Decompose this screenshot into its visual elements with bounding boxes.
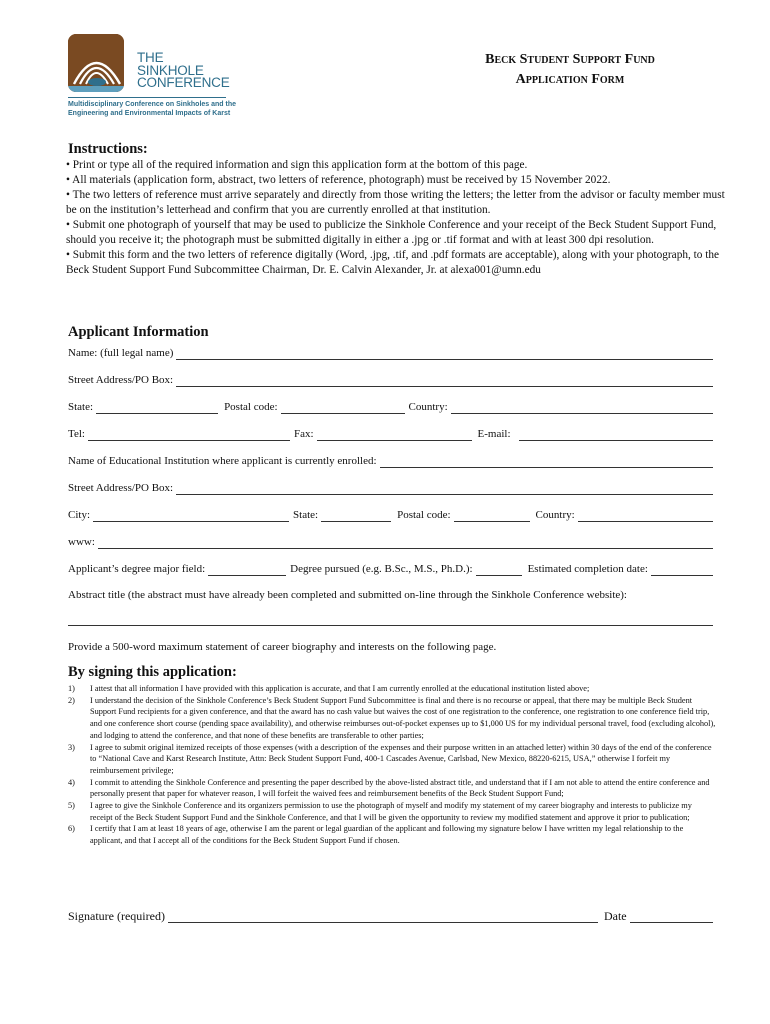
logo-divider [68,97,226,98]
logo-title [137,52,230,90]
form-title [400,50,740,90]
www-field[interactable] [98,537,713,549]
name-field[interactable] [176,348,713,360]
abstract-row [68,588,713,602]
signing-item-number: 1) [68,684,75,693]
instructions-list [66,158,726,278]
signing-item-number: 5) [68,801,75,811]
instruction-item: • The two letters of reference must arrive separately and directly from those writing the letters; the letter from the advisor or faculty member must be on the institution’s letterhead and confirm that you are currently enrolled at that institution. [66,189,725,216]
abstract-field[interactable] [68,625,713,626]
postal2-label: Postal code: [397,509,451,521]
statement-note: Provide a 500-word maximum statement of career biography and interests on the following page. [68,641,497,653]
signing-item-text: I understand the decision of the Sinkhole Conference’s Beck Student Support Fund Subcommittee is final and there is no recourse or appeal, that there may be multiple Beck Student Support Fund recipients for a given conference, and that the award has no cash value but waives the cost of one registration to the conference, one registration to one conference field trip, and one conference short course (pending space availability), and otherwise reimburses out-of-pocket expenses up to $1,000 US for my individual personal travel, food (excluding alcohol), and lodging to attend the conference, and that none of these benefits are transferable to other parties; [90,695,716,740]
inst-street-label: Street Address/PO Box: [68,482,174,494]
sinkhole-conference-logo [68,34,238,126]
city-row [68,508,713,522]
degree-label: Degree pursued (e.g. B.Sc., M.S., Ph.D.): [290,563,473,575]
signing-item-text: I agree to submit original itemized receipts of those expenses (with a description of the expenses and their purpose written in an attached letter) within 30 days of the end of the conference to “National Cave and Karst Research Institute, Attn: Beck Student Support Fund, 400-1 Cascades Avenue, Carlsbad, New Mexico, 88220-6215, USA,” otherwise I forfeit my reimbursement privilege; [90,742,712,775]
email-field[interactable] [519,429,713,441]
tel-label: Tel: [68,428,85,440]
major-field[interactable] [208,564,286,576]
country2-field[interactable] [578,510,713,522]
city-label: City: [68,509,91,521]
logo-title-line: SINKHOLE [137,62,204,78]
fax-field[interactable] [317,429,472,441]
city-field[interactable] [93,510,289,522]
tel-field[interactable] [88,429,290,441]
postal-field[interactable] [281,402,405,414]
postal2-field[interactable] [454,510,530,522]
instruction-item: • Print or type all of the required information and sign this application form at the bottom of this page. [66,159,528,171]
signing-item [68,823,716,846]
signature-label: Signature (required) [68,909,165,923]
instruction-item: • All materials (application form, abstract, two letters of reference, photograph) must be received by 15 November 2022. [66,174,611,186]
signing-item-number: 6) [68,824,75,834]
signing-item [68,683,716,695]
date-label: Date [603,909,627,923]
www-label: www: [68,536,95,548]
completion-field[interactable] [651,564,713,576]
signing-item-number: 2) [68,695,75,705]
logo-title-line: THE [137,50,164,65]
date-field[interactable] [630,911,713,923]
name-row [68,346,713,360]
statement-row [68,640,713,654]
degree-field[interactable] [476,564,522,576]
logo-mark-icon [68,34,124,92]
signing-heading: By signing this application: [68,664,237,680]
email-label: E-mail: [477,428,511,440]
www-row [68,535,713,549]
signing-item [68,742,716,777]
country2-label: Country: [535,509,575,521]
form-title-line1: Beck Student Support Fund [485,52,655,67]
major-label: Applicant’s degree major field: [68,563,206,575]
state-field[interactable] [96,402,218,414]
signing-item-text: I attest that all information I have provided with this application is accurate, and that I am currently enrolled at the educational institution listed above; [90,684,590,693]
name-label: Name: (full legal name) [68,347,174,359]
form-title-line2: Application Form [515,72,625,87]
signature-row [68,909,713,923]
inst-street-field[interactable] [176,483,713,495]
fax-label: Fax: [293,428,314,440]
signing-item-number: 4) [68,777,75,787]
completion-label: Estimated completion date: [527,563,648,575]
instruction-item: • Submit one photograph of yourself that may be used to publicize the Sinkhole Conference and your receipt of the Beck Student Support Fund, should you receive it; the photograph must be submitted digitally in either a .jpg or .tif format and with at least 300 dpi resolution. [66,219,717,246]
signing-list [68,683,716,847]
signing-item-number: 3) [68,742,75,752]
street-label: Street Address/PO Box: [68,374,174,386]
signing-item-text: I certify that I am at least 18 years of age, otherwise I am the parent or legal guardian of the applicant and following my signature below I have written my legal relationship to the applicant, and that I accept all of the conditions for the Beck Student Support Fund if chosen. [90,824,684,846]
signature-field[interactable] [168,911,598,923]
signing-item [68,777,716,800]
street-row [68,373,713,387]
institution-row [68,454,713,468]
institution-field[interactable] [380,456,713,468]
state-label: State: [68,401,94,413]
state2-field[interactable] [321,510,391,522]
state-row [68,400,713,414]
country-field[interactable] [451,402,713,414]
signing-item [68,695,716,742]
instruction-item: • Submit this form and the two letters of reference digitally (Word, .jpg, .tif, and .pdf formats are acceptable), along with your photograph, to the Beck Student Support Fund Subcommittee Chairman, Dr. E. Calvin Alexander, Jr. at alexa001@umn.edu [66,249,720,276]
country-label: Country: [408,401,448,413]
signing-item [68,800,716,823]
postal-label: Postal code: [224,401,278,413]
signing-item-text: I commit to attending the Sinkhole Conference and presenting the paper described by the above-listed abstract title, and understand that if I am not able to attend the entire conference and personally present that paper for whatever reason, I will forfeit the waived fees and reimbursement benefits of the Beck Student Support Fund; [90,777,710,799]
street-field[interactable] [176,375,713,387]
logo-subtitle: Multidisciplinary Conference on Sinkholes and the Engineering and Environmental Impacts of Karst [68,101,237,117]
signing-item-text: I agree to give the Sinkhole Conference and its organizers permission to use the photograph of myself and modify my statement of my career biography and interests to publicize my receipt of the Beck Student Support Fund and the Sinkhole Conference, and that I will be given the opportunity to review my modified statement and approve it prior to publication; [90,801,692,822]
institution-label: Name of Educational Institution where applicant is currently enrolled: [68,455,377,467]
logo-title-line: CONFERENCE [137,75,230,90]
abstract-label: Abstract title (the abstract must have already been completed and submitted on-line through the Sinkhole Conference website): [68,589,627,601]
degree-row [68,562,713,576]
state2-label: State: [293,509,319,521]
contact-row [68,427,713,441]
instructions-heading: Instructions: [68,141,148,157]
applicant-heading: Applicant Information [68,324,209,340]
inst-street-row [68,481,713,495]
